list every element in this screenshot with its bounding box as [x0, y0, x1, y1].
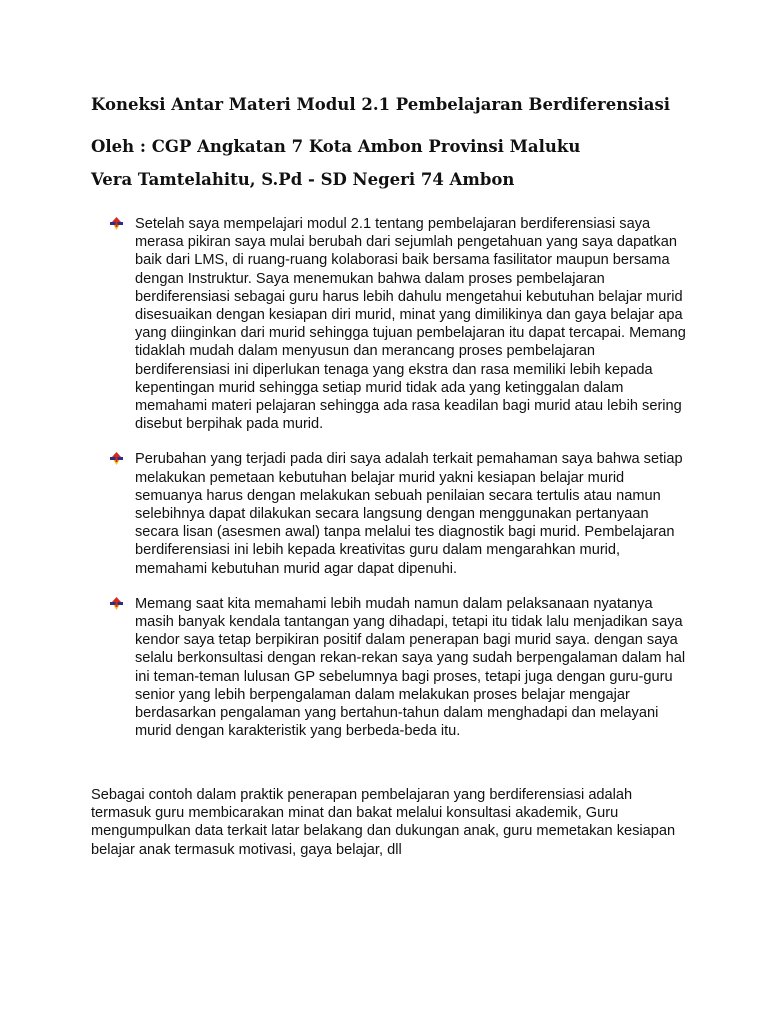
- arrow-bullet-icon: [110, 597, 123, 610]
- bullet-text-2: Perubahan yang terjadi pada diri saya adalah terkait pemahaman saya bahwa setiap melakukan pemetaan kebutuhan belajar murid yakni kesiapan belajar murid semuanya harus dengan melakukan sebuah penilaian secara tertulis atau namun selebihnya dapat dilakukan secara langsung dengan menggunakan pertanyaan secara lisan (asesmen awal) tanpa melalui tes diagnostik bagi murid. Pembelajaran berdiferensiasi ini lebih kepada kreativitas guru dalam mengarahkan murid, memahami kebutuhan murid agar dapat dipenuhi.: [135, 451, 683, 577]
- document-title: Koneksi Antar Materi Modul 2.1 Pembelajaran Berdiferensiasi: [91, 95, 671, 114]
- closing-paragraph: Sebagai contoh dalam praktik penerapan pembelajaran yang berdiferensiasi adalah termasuk guru membicarakan minat dan bakat melalui konsultasi akademik, Guru mengumpulkan data terkait latar belakang dan dukungan anak, guru memetakan kesiapan belajar anak termasuk motivasi, gaya belajar, dll: [91, 787, 676, 858]
- bullet-item-3: [110, 595, 690, 741]
- bullet-item-1: [110, 215, 690, 433]
- bullet-item-2: [110, 450, 690, 577]
- bullet-list: [110, 215, 690, 757]
- author-line: Oleh : CGP Angkatan 7 Kota Ambon Provinsi Maluku: [91, 137, 581, 156]
- arrow-bullet-icon: [110, 452, 123, 465]
- bullet-text-3: Memang saat kita memahami lebih mudah namun dalam pelaksanaan nyatanya masih banyak kendala tantangan yang dihadapi, tetapi itu tidak lalu menjadikan saya kendor saya tetap berpikiran positif dalam penerapan bagi murid saya. dengan saya selalu berkonsultasi dengan rekan-rekan saya yang sudah berpengalaman dalam hal ini teman-teman lulusan GP sebelumnya bagi proses, tetapi juga dengan guru-guru senior yang lebih berpengalaman dalam melakukan proses belajar mengajar berdasarkan pengalaman yang bertahun-tahun dalam menghadapi dan melayani murid dengan karakteristik yang berbeda-beda itu.: [135, 595, 686, 740]
- name-school-line: Vera Tamtelahitu, S.Pd - SD Negeri 74 Ambon: [91, 170, 515, 189]
- bullet-text-1: Setelah saya mempelajari modul 2.1 tentang pembelajaran berdiferensiasi saya merasa pikiran saya mulai berubah dari sejumlah pengetahuan yang saya dapatkan baik dari LMS, di ruang-ruang kolaborasi baik bersama fasilitator maupun bersama dengan Instruktur. Saya menemukan bahwa dalam proses pembelajaran berdiferensiasi sebagai guru harus lebih dahulu mengetahui kebutuhan belajar murid disesuaikan dengan kesiapan diri murid, minat yang dimilikinya dan gaya belajar apa yang diinginkan dari murid sehingga tujuan pembelajaran itu dapat tercapai. Memang tidaklah mudah dalam menyusun dan merancang proses pembelajaran berdiferensiasi ini diperlukan tenaga yang ekstra dan rasa memiliki lebih kepada kepentingan murid sehingga setiap murid tidak ada yang ketinggalan dalam memahami materi pelajaran sehingga ada rasa keadilan bagi murid atau lebih sering disebut berpihak pada murid.: [135, 216, 686, 433]
- arrow-bullet-icon: [110, 217, 123, 230]
